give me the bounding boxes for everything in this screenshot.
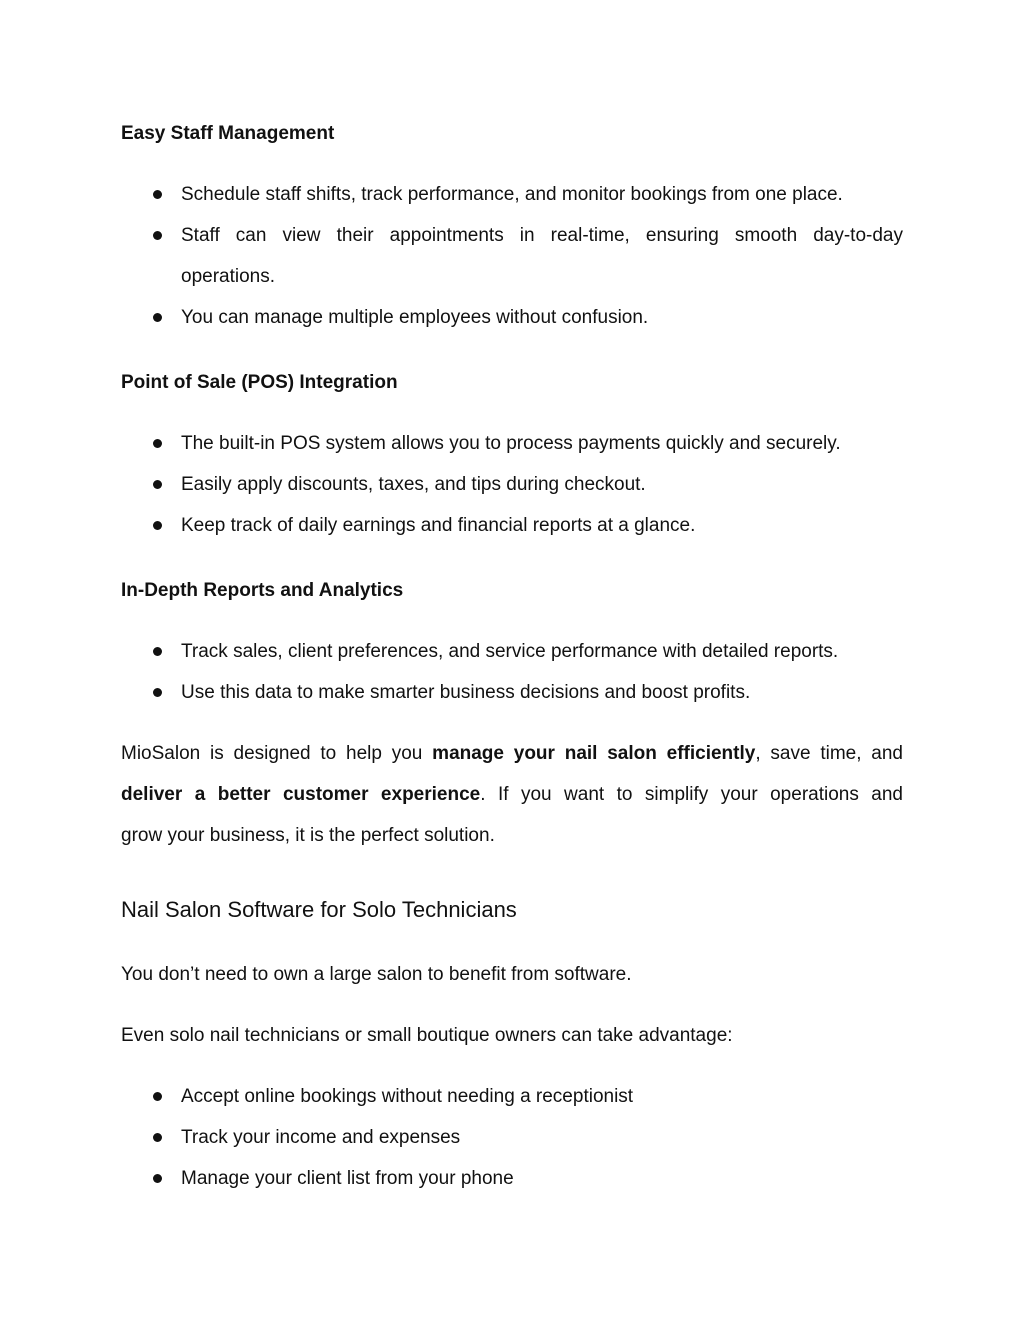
summary-emphasis: deliver a better customer experience <box>121 784 481 805</box>
list-item-text-continued: operations. <box>181 266 276 287</box>
list-item-text: The built-in POS system allows you to process payments quickly and securely. <box>181 433 841 454</box>
list-item-text: Manage your client list from your phone <box>181 1168 514 1189</box>
section-heading-solo: Nail Salon Software for Solo Technicians <box>121 897 517 922</box>
section-heading-staff: Easy Staff Management <box>121 123 335 144</box>
list-item <box>121 432 903 456</box>
bullet-dot <box>153 439 162 448</box>
list-item-text: You can manage multiple employees without confusion. <box>181 307 649 328</box>
list-item <box>121 681 903 705</box>
list-item <box>121 224 903 248</box>
list-item-text: Use this data to make smarter business decisions and boost profits. <box>181 682 751 703</box>
section-heading-pos: Point of Sale (POS) Integration <box>121 372 398 393</box>
summary-emphasis: manage your nail salon efficiently <box>432 743 756 764</box>
summary-text: , save time, and <box>755 743 903 764</box>
bullet-dot <box>153 313 162 322</box>
bullet-dot <box>153 1092 162 1101</box>
bullet-dot <box>153 480 162 489</box>
summary-line-1 <box>121 742 903 766</box>
list-item <box>121 306 903 330</box>
section-heading-reports: In-Depth Reports and Analytics <box>121 580 404 601</box>
list-item <box>121 1126 903 1150</box>
summary-text: . If you want to simplify your operations and <box>480 784 903 805</box>
list-item <box>121 183 903 207</box>
paragraph: You don’t need to own a large salon to benefit from software. <box>121 964 632 985</box>
summary-line-2 <box>121 783 903 807</box>
list-item-text: Accept online bookings without needing a receptionist <box>181 1086 634 1107</box>
list-item-text: Track your income and expenses <box>181 1127 461 1148</box>
bullet-dot <box>153 1174 162 1183</box>
list-item <box>121 640 903 664</box>
list-item <box>121 514 903 538</box>
bullet-dot <box>153 647 162 656</box>
list-item-text: Keep track of daily earnings and financial reports at a glance. <box>181 515 696 536</box>
bullet-dot <box>153 231 162 240</box>
list-item <box>121 1167 903 1191</box>
list-item-text: Track sales, client preferences, and service performance with detailed reports. <box>181 641 839 662</box>
list-item <box>121 1085 903 1109</box>
bullet-dot <box>153 521 162 530</box>
bullet-dot <box>153 190 162 199</box>
bullet-dot <box>153 1133 162 1142</box>
list-item-text: Staff can view their appointments in real-time, ensuring smooth day-to-day <box>181 225 903 246</box>
list-item <box>121 473 903 497</box>
list-item-text: Schedule staff shifts, track performance, and monitor bookings from one place. <box>181 184 843 205</box>
bullet-dot <box>153 688 162 697</box>
paragraph: Even solo nail technicians or small boutique owners can take advantage: <box>121 1025 733 1046</box>
summary-text: MioSalon is designed to help you <box>121 743 433 764</box>
list-item-text: Easily apply discounts, taxes, and tips during checkout. <box>181 474 646 495</box>
summary-line-3: grow your business, it is the perfect solution. <box>121 825 495 846</box>
